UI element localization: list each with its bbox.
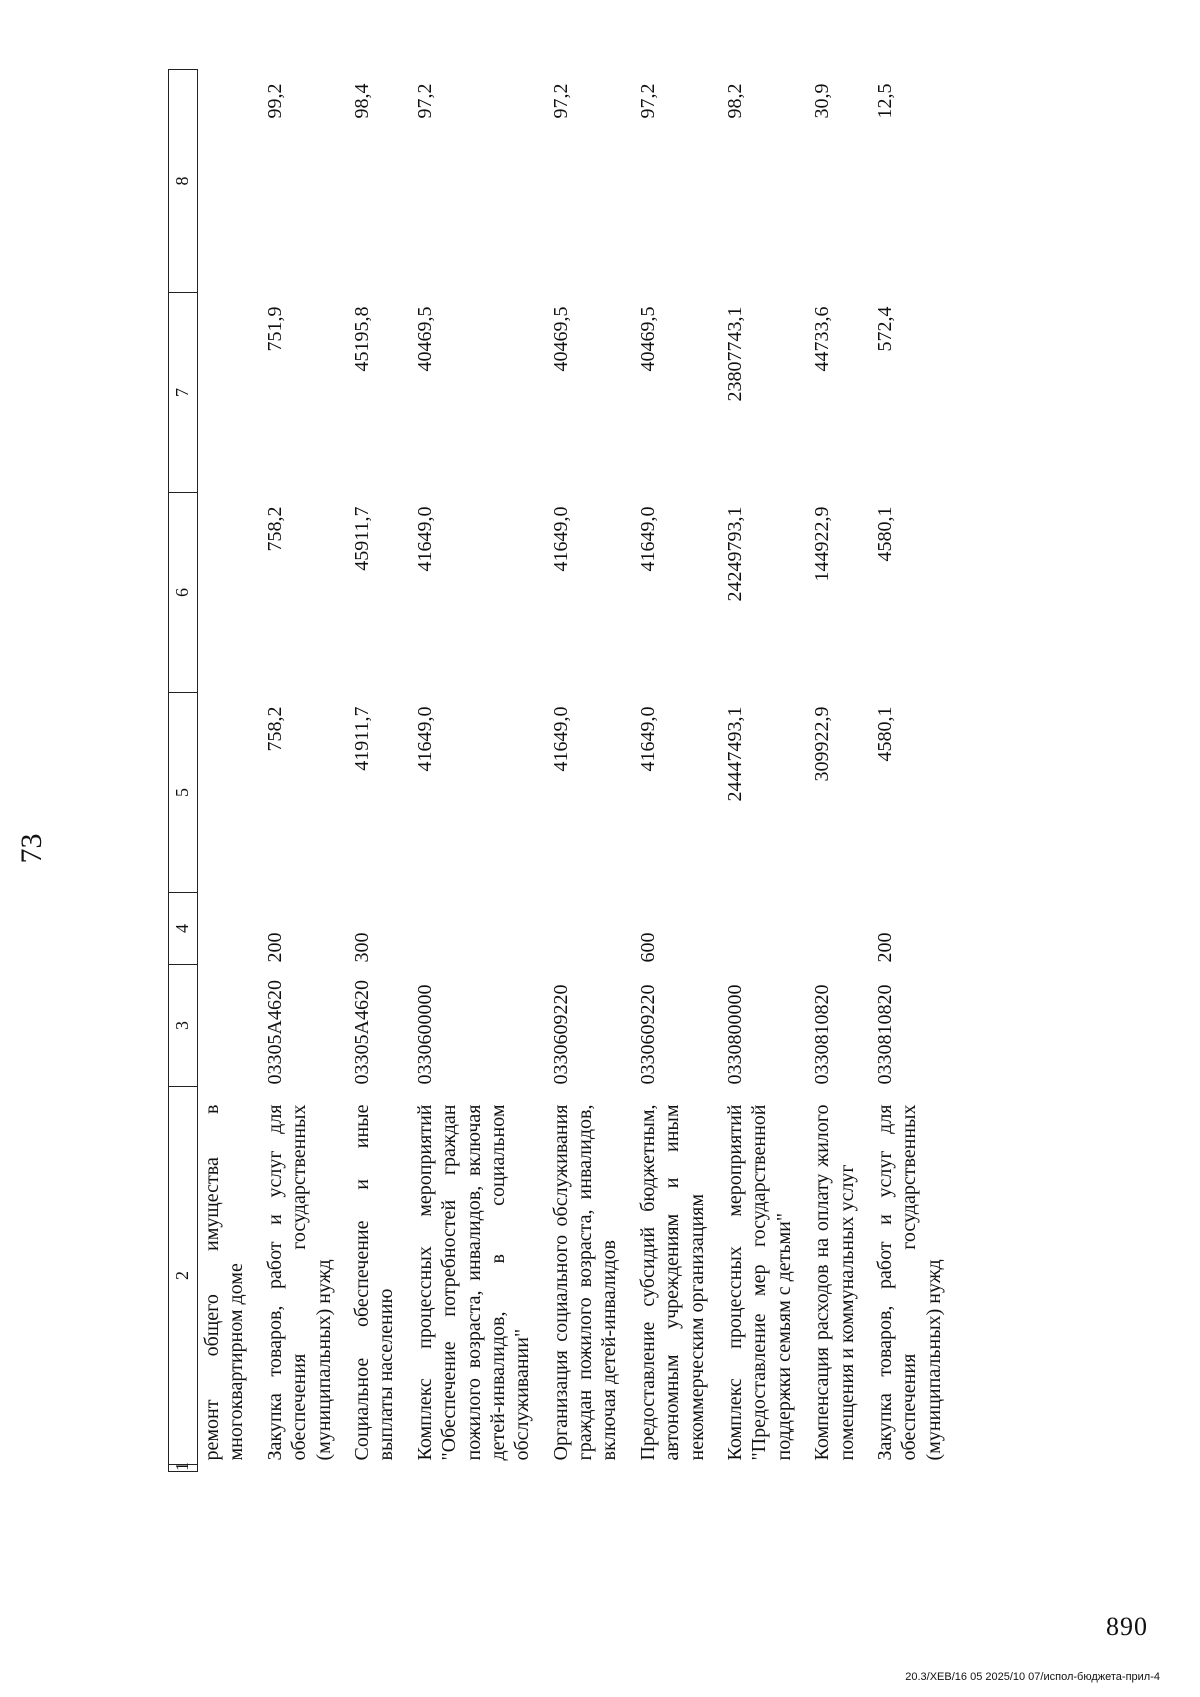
- row-name: Комплекс процессных мероприятий "Обеспечение потребностей граждан пожилого возраста, инвалидов, включая детей-инвалидов, в социальном обслуживании": [413, 1104, 534, 1461]
- row-value-7: 572,4: [873, 306, 896, 352]
- spacer-cell: [721, 1465, 808, 1472]
- row-code: 0330800000: [724, 984, 747, 1085]
- row-value-6: 41649,0: [413, 506, 436, 572]
- row-name: Предоставление субсидий бюджетным, автономным учреждениям и иным некоммерческим организациям: [636, 1104, 708, 1461]
- row-name: Социальное обеспечение и иные выплаты населению: [350, 1104, 398, 1461]
- spacer-cell: [411, 1465, 547, 1472]
- row-value-5: 758,2: [263, 706, 286, 752]
- row-name: Комплекс процессных мероприятий "Предоставление мер государственной поддержки семьям с детьми": [724, 1104, 795, 1461]
- spacer-cell: [808, 1465, 871, 1472]
- spacer-cell: [871, 1465, 958, 1472]
- spacer-cell: [198, 1465, 261, 1472]
- row-value-7: 45195,8: [350, 306, 373, 372]
- row-type: [721, 893, 808, 965]
- row-code: 0330810820: [811, 984, 834, 1085]
- row-value-7: 751,9: [263, 306, 286, 352]
- spacer-cell: [547, 1465, 634, 1472]
- row-value-5: 309922,9: [811, 706, 834, 782]
- row-value-8: 97,2: [413, 83, 436, 119]
- row-value-5: [198, 693, 261, 893]
- row-value-6: 4580,1: [873, 506, 896, 562]
- row-name: ремонт общего имущества в многоквартирном доме: [201, 1104, 248, 1461]
- row-code: 03305A4620: [263, 980, 286, 1085]
- row-value-5: 41649,0: [413, 706, 436, 772]
- row-code: 03305A4620: [350, 980, 373, 1085]
- column-header-6: 6: [169, 493, 198, 693]
- row-value-7: 44733,6: [811, 306, 834, 372]
- column-header-4: 4: [169, 893, 198, 965]
- row-value-6: 41649,0: [636, 506, 659, 572]
- table-row: [634, 70, 721, 1472]
- row-value-7: 40469,5: [413, 306, 436, 372]
- row-value-6: 758,2: [263, 506, 286, 552]
- row-value-5: 41649,0: [636, 706, 659, 772]
- table-row: [721, 70, 808, 1472]
- column-header-1: 1: [169, 1465, 198, 1472]
- row-code: 0330810820: [873, 984, 896, 1085]
- row-value-5: 24447493,1: [724, 706, 747, 802]
- column-header-5: 5: [169, 693, 198, 893]
- row-type: [547, 893, 634, 965]
- row-value-6: [198, 493, 261, 693]
- table-row: [871, 70, 958, 1472]
- row-value-7: [198, 293, 261, 493]
- budget-table: [168, 69, 958, 1472]
- document-id: 20.3/ХЕВ/16 05 2025/10 07/испол-бюджета-прил-4: [905, 1671, 1160, 1683]
- row-value-6: 41649,0: [549, 506, 572, 572]
- row-value-5: 41911,7: [350, 706, 373, 771]
- row-value-8: [198, 70, 261, 293]
- spacer-cell: [261, 1465, 348, 1472]
- column-header-2: 2: [169, 1087, 198, 1465]
- row-type: 200: [263, 932, 286, 963]
- page-number: 73: [15, 833, 48, 864]
- table-row: [261, 70, 348, 1472]
- row-value-8: 97,2: [636, 83, 659, 119]
- row-name: Организация социального обслуживания граждан пожилого возраста, инвалидов, включая детей-инвалидов: [549, 1104, 621, 1461]
- table-body: [198, 70, 959, 1472]
- table-row: [411, 70, 547, 1472]
- spacer-cell: [348, 1465, 411, 1472]
- row-value-7: 40469,5: [636, 306, 659, 372]
- row-value-5: 41649,0: [549, 706, 572, 772]
- row-code: 0330609220: [636, 984, 659, 1085]
- row-value-6: 24249793,1: [724, 506, 747, 602]
- sheet-number: 890: [1106, 1612, 1148, 1641]
- row-type: [808, 893, 871, 965]
- row-value-8: 30,9: [811, 83, 834, 119]
- row-value-6: 144922,9: [811, 506, 834, 582]
- row-value-8: 99,2: [263, 83, 286, 119]
- row-value-6: 45911,7: [350, 506, 373, 571]
- row-code: 0330609220: [549, 984, 572, 1085]
- row-value-8: 98,2: [724, 83, 747, 119]
- column-header-7: 7: [169, 293, 198, 493]
- table-row: [547, 70, 634, 1472]
- row-value-5: 4580,1: [873, 706, 896, 762]
- table-row: [808, 70, 871, 1472]
- row-value-8: 98,4: [350, 83, 373, 119]
- row-name: Закупка товаров, работ и услуг для обеспечения государственных (муниципальных) нужд: [263, 1104, 335, 1461]
- row-type: [198, 893, 261, 965]
- row-type: 200: [873, 932, 896, 963]
- table-row: [348, 70, 411, 1472]
- row-value-7: 40469,5: [549, 306, 572, 372]
- row-code: 0330600000: [413, 984, 436, 1085]
- spacer-cell: [634, 1465, 721, 1472]
- table-header-row: [169, 70, 198, 1472]
- row-value-7: 23807743,1: [724, 306, 747, 402]
- row-type: 600: [636, 932, 659, 963]
- row-code: [198, 965, 261, 1087]
- row-value-8: 97,2: [549, 83, 572, 119]
- row-type: [411, 893, 547, 965]
- row-name: Закупка товаров, работ и услуг для обеспечения государственных (муниципальных) нужд: [873, 1104, 945, 1461]
- column-header-3: 3: [169, 965, 198, 1087]
- column-header-8: 8: [169, 70, 198, 293]
- row-name: Компенсация расходов на оплату жилого помещения и коммунальных услуг: [811, 1104, 858, 1461]
- table-row: [198, 70, 261, 1472]
- row-value-8: 12,5: [873, 83, 896, 119]
- row-type: 300: [350, 932, 373, 963]
